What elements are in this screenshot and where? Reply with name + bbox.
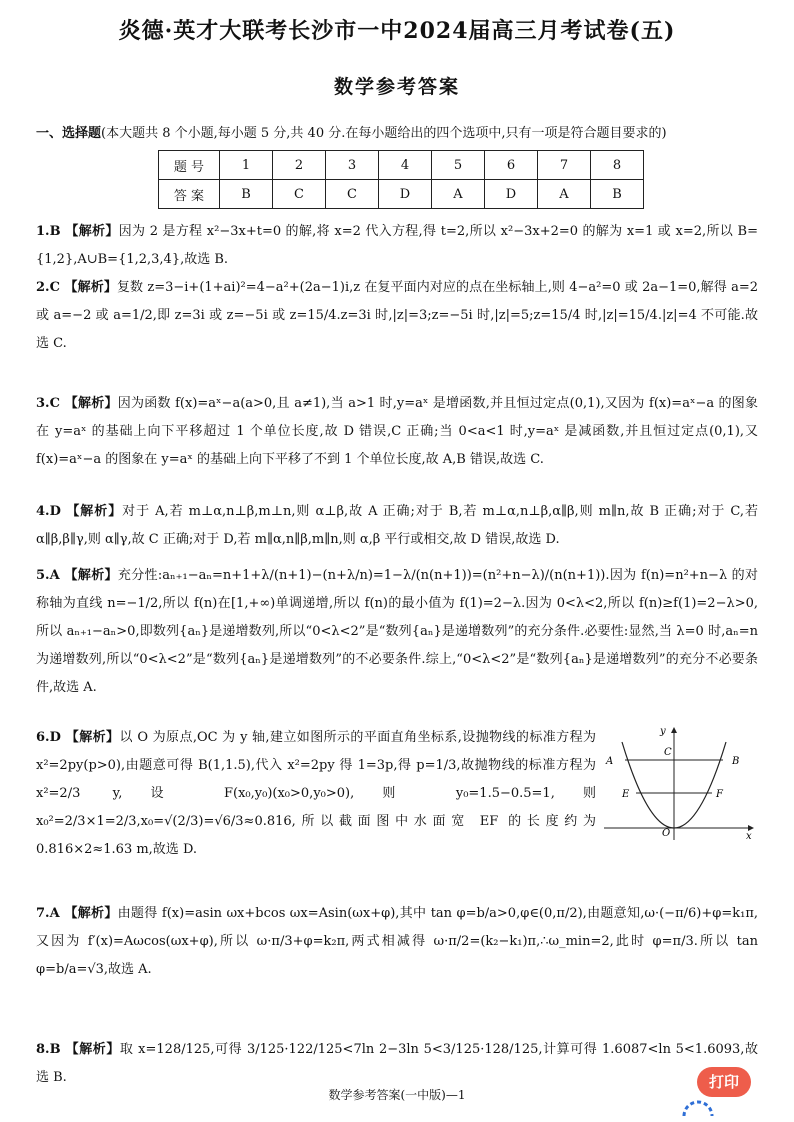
- loading-spinner-icon: [678, 1098, 718, 1120]
- table-cell: B: [220, 180, 273, 209]
- solution-8: [36, 1036, 758, 1092]
- page-title: 炎德·英才大联考长沙市一中2024届高三月考试卷(五): [118, 18, 676, 44]
- parabola-figure: [604, 724, 758, 842]
- table-cell: 6: [485, 151, 538, 180]
- spinner-arc: [684, 1102, 712, 1116]
- table-cell: 7: [538, 151, 591, 180]
- solution-text: 复数 z=3−i+(1+ai)²=4−a²+(2a−1)i,z 在复平面内对应的点在坐标轴上,则 4−a²=0 或 2a−1=0,解得 a=2 或 a=−2 或 a=1/2,即 z=3i 或 z=−5i 或 z=15/4.z=3i 时,|z|=3;z=−5i 时,|z|=5;z=15/4 时,|z|=15/4.|z|=4 不可能.故选 C.: [36, 280, 759, 351]
- table-cell: 2: [273, 151, 326, 180]
- table-cell: B: [591, 180, 644, 209]
- solution-6: [36, 724, 596, 864]
- table-cell: A: [432, 180, 485, 209]
- table-row: [159, 180, 644, 209]
- label-b: B: [732, 756, 740, 767]
- solution-2: [36, 274, 758, 358]
- table-cell: D: [379, 180, 432, 209]
- solution-5: [36, 562, 758, 702]
- table-cell: D: [485, 180, 538, 209]
- page-subtitle: 数学参考答案: [333, 76, 460, 98]
- section-note: (本大题共 8 个小题,每小题 5 分,共 40 分.在每小题给出的四个选项中,只有一项是符合题目要求的): [101, 126, 667, 141]
- solution-text: 充分性:aₙ₊₁−aₙ=n+1+λ/(n+1)−(n+λ/n)=1−λ/(n(n+1))=(n²+n−λ)/(n(n+1)).因为 f(n)=n²+n−λ 的对称轴为直线 n=−1/2,所以 f(n)在[1,+∞)单调递增,所以 f(n)的最小值为 f(1)=2−λ.因为 0<λ<2,所以 f(n)≥f(1)=2−λ>0,所以 aₙ₊₁−aₙ>0,即数列{aₙ}是递增数列,所以“0<λ<2”是“数列{aₙ}是递增数列”的充分条件.必要性:显然,当 λ=0 时,aₙ=n 为递增数列,所以“0<λ<2”是“数列{aₙ}是递增数列”的不必要条件.综上,“0<λ<2”是“数列{aₙ}是递增数列”的充分不必要条件,故选 A.: [36, 568, 758, 695]
- solution-text: 由题得 f(x)=asin ωx+bcos ωx=Asin(ωx+φ),其中 tan φ=b/a>0,φ∈(0,π/2),由题意知,ω·(−π/6)+φ=k₁π,又因为 f′(x)=Aωcos(ωx+φ),所以 ω·π/3+φ=k₂π,两式相减得 ω·π/2=(k₂−k₁)π,∴ω_min=2,此时 φ=π/3.所以 tan φ=b/a=√3,故选 A.: [36, 906, 758, 977]
- solution-3: [36, 390, 758, 474]
- solution-7: [36, 900, 758, 984]
- section-number: 一、选择题: [36, 126, 102, 141]
- label-x: x: [746, 831, 752, 842]
- row-header: 题 号: [159, 151, 220, 180]
- solution-text: 以 O 为原点,OC 为 y 轴,建立如图所示的平面直角坐标系,设抛物线的标准方程为 x²=2py(p>0),由题意可得 B(1,1.5),代入 x²=2py 得 1=3p,得 p=1/3,故抛物线的标准方程为 x²=2/3 y,设 F(x₀,y₀)(x₀>0,y₀>0),则 y₀=1.5−0.5=1,则 x₀²=2/3×1=2/3,x₀=√(2/3)=√6/3≈0.816,所以截面图中水面宽 EF 的长度约为 0.816×2≈1.63 m,故选 D.: [36, 730, 597, 857]
- table-cell: 1: [220, 151, 273, 180]
- label-c: C: [664, 747, 672, 758]
- label-a: A: [606, 756, 614, 767]
- row-header: 答 案: [159, 180, 220, 209]
- page-footer: 数学参考答案(一中版)—1: [328, 1088, 466, 1102]
- solution-tag: 4.D 【解析】: [36, 504, 123, 519]
- table-cell: C: [273, 180, 326, 209]
- label-f: F: [716, 789, 723, 800]
- table-cell: 8: [591, 151, 644, 180]
- solution-text: 因为 2 是方程 x²−3x+t=0 的解,将 x=2 代入方程,得 t=2,所以 x²−3x+2=0 的解为 x=1 或 x=2,所以 B={1,2},A∪B={1,2,3,4},故选 B.: [36, 224, 758, 267]
- print-button[interactable]: 打印: [697, 1067, 751, 1097]
- answer-table: [158, 150, 644, 209]
- solution-text: 因为函数 f(x)=aˣ−a(a>0,且 a≠1),当 a>1 时,y=aˣ 是增函数,并且恒过定点(0,1),又因为 f(x)=aˣ−a 的图象在 y=aˣ 的基础上向下平移超过 1 个单位长度,故 D 错误,C 正确;当 0<a<1 时,y=aˣ 是减函数,并且恒过定点(0,1),又 f(x)=aˣ−a 的图象在 y=aˣ 的基础上向下平移了不到 1 个单位长度,故 A,B 错误,故选 C.: [36, 396, 758, 467]
- table-cell: 5: [432, 151, 485, 180]
- solution-text: 对于 A,若 m⊥α,n⊥β,m⊥n,则 α⊥β,故 A 正确;对于 B,若 m⊥α,n⊥β,α∥β,则 m∥n,故 B 正确;对于 C,若 α∥β,β∥γ,则 α∥γ,故 C 正确;对于 D,若 m∥α,n∥β,m∥n,则 α,β 平行或相交,故 D 错误,故选 D.: [36, 504, 758, 547]
- table-row: [159, 151, 644, 180]
- solution-tag: 3.C 【解析】: [36, 396, 118, 411]
- label-y: y: [660, 726, 666, 737]
- section-heading: [36, 122, 766, 141]
- solution-tag: 7.A 【解析】: [36, 906, 118, 921]
- solution-tag: 6.D 【解析】: [36, 730, 120, 745]
- solution-tag: 1.B 【解析】: [36, 224, 119, 239]
- solution-text: 取 x=128/125,可得 3/125·122/125<7ln 2−3ln 5<3/125·128/125,计算可得 1.6087<ln 5<1.6093,故选 B.: [36, 1042, 758, 1085]
- table-cell: 4: [379, 151, 432, 180]
- solution-1: [36, 218, 758, 274]
- solution-tag: 2.C 【解析】: [36, 280, 117, 295]
- label-o: O: [662, 828, 671, 839]
- solution-4: [36, 498, 758, 554]
- solution-tag: 5.A 【解析】: [36, 568, 118, 583]
- table-cell: A: [538, 180, 591, 209]
- label-e: E: [622, 789, 630, 800]
- table-cell: 3: [326, 151, 379, 180]
- solution-tag: 8.B 【解析】: [36, 1042, 120, 1057]
- table-cell: C: [326, 180, 379, 209]
- y-axis-arrow: [671, 727, 677, 733]
